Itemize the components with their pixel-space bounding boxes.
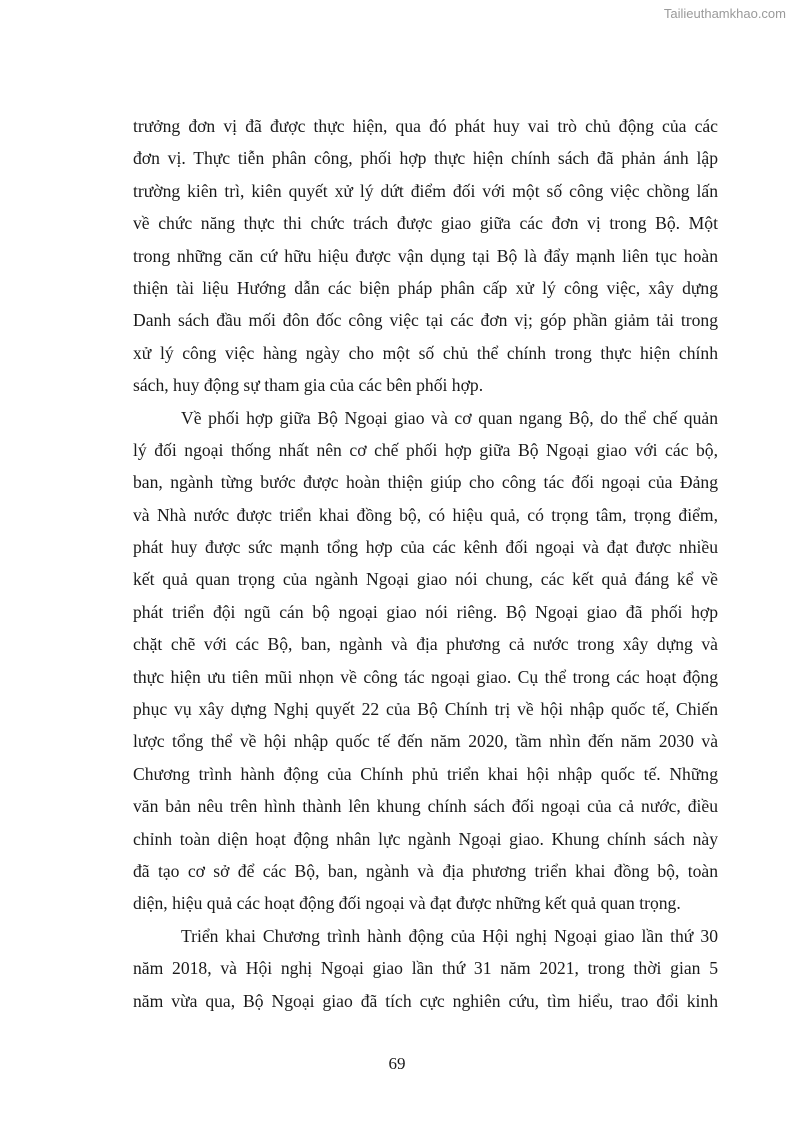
text-line: ban, ngành từng bước được hoàn thiện giúp cho công tác đối ngoại của Đảng <box>133 472 718 493</box>
text-line: Danh sách đầu mối đôn đốc công việc tại các đơn vị; góp phần giảm tải trong <box>133 310 718 331</box>
text-line: văn bản nêu trên hình thành lên khung chính sách đối ngoại của cả nước, điều <box>133 796 718 817</box>
text-line: năm vừa qua, Bộ Ngoại giao đã tích cực nghiên cứu, tìm hiểu, trao đổi kinh <box>133 990 718 1011</box>
text-line: lý đối ngoại thống nhất nên cơ chế phối hợp giữa Bộ Ngoại giao với các bộ, <box>133 439 718 460</box>
text-line: trưởng đơn vị đã được thực hiện, qua đó phát huy vai trò chủ động của các <box>133 116 718 136</box>
text-line: chỉnh toàn diện hoạt động nhân lực ngành Ngoại giao. Khung chính sách này <box>133 828 718 849</box>
text-line: phát huy được sức mạnh tổng hợp của các kênh đối ngoại và đạt được nhiều <box>133 537 718 558</box>
text-line: phát triển đội ngũ cán bộ ngoại giao nói riêng. Bộ Ngoại giao đã phối hợp <box>133 601 718 622</box>
text-line: trong những căn cứ hữu hiệu được vận dụng tại Bộ là đẩy mạnh liên tục hoàn <box>133 245 718 266</box>
text-line: thiện tài liệu Hướng dẫn các biện pháp phân cấp xử lý công việc, xây dựng <box>133 277 718 298</box>
text-line: diện, hiệu quả các hoạt động đối ngoại và đạt được những kết quả quan trọng. <box>133 893 681 914</box>
paragraph <box>133 402 718 920</box>
text-line: Triển khai Chương trình hành động của Hội nghị Ngoại giao lần thứ 30 <box>181 925 718 946</box>
text-line: sách, huy động sự tham gia của các bên phối hợp. <box>133 375 484 396</box>
text-line: thực hiện ưu tiên mũi nhọn về công tác ngoại giao. Cụ thể trong các hoạt động <box>133 666 718 687</box>
text-line: kết quả quan trọng của ngành Ngoại giao nói chung, các kết quả đáng kể về <box>133 569 718 590</box>
text-line: Chương trình hành động của Chính phủ triển khai hội nhập quốc tế. Những <box>133 763 718 784</box>
text-line: lược tổng thể về hội nhập quốc tế đến năm 2020, tầm nhìn đến năm 2030 và <box>133 731 718 752</box>
document-body <box>133 110 718 1017</box>
page-number: 69 <box>388 1054 406 1073</box>
text-line: xử lý công việc hàng ngày cho một số chủ thể chính trong thực hiện chính <box>133 342 718 363</box>
text-line: trường kiên trì, kiên quyết xử lý dứt điểm đối với một số công việc chồng lấn <box>133 180 718 201</box>
text-line: đã tạo cơ sở để các Bộ, ban, ngành và địa phương triển khai đồng bộ, toàn <box>133 860 718 881</box>
text-line: và Nhà nước được triển khai đồng bộ, có hiệu quả, có trọng tâm, trọng điểm, <box>133 504 718 525</box>
paragraph <box>133 110 718 402</box>
text-line: Về phối hợp giữa Bộ Ngoại giao và cơ quan ngang Bộ, do thể chế quản <box>181 407 718 428</box>
paragraph <box>133 920 718 1017</box>
text-line: phục vụ xây dựng Nghị quyết 22 của Bộ Chính trị về hội nhập quốc tế, Chiến <box>133 699 718 720</box>
text-line: đơn vị. Thực tiễn phân công, phối hợp thực hiện chính sách đã phản ánh lập <box>133 148 718 169</box>
text-line: chặt chẽ với các Bộ, ban, ngành và địa phương cả nước trong xây dựng và <box>133 634 718 655</box>
text-line: về chức năng thực thi chức trách được giao giữa các đơn vị trong Bộ. Một <box>133 213 718 234</box>
text-line: năm 2018, và Hội nghị Ngoại giao lần thứ 31 năm 2021, trong thời gian 5 <box>133 958 718 979</box>
watermark: Tailieuthamkhao.com <box>663 6 786 21</box>
